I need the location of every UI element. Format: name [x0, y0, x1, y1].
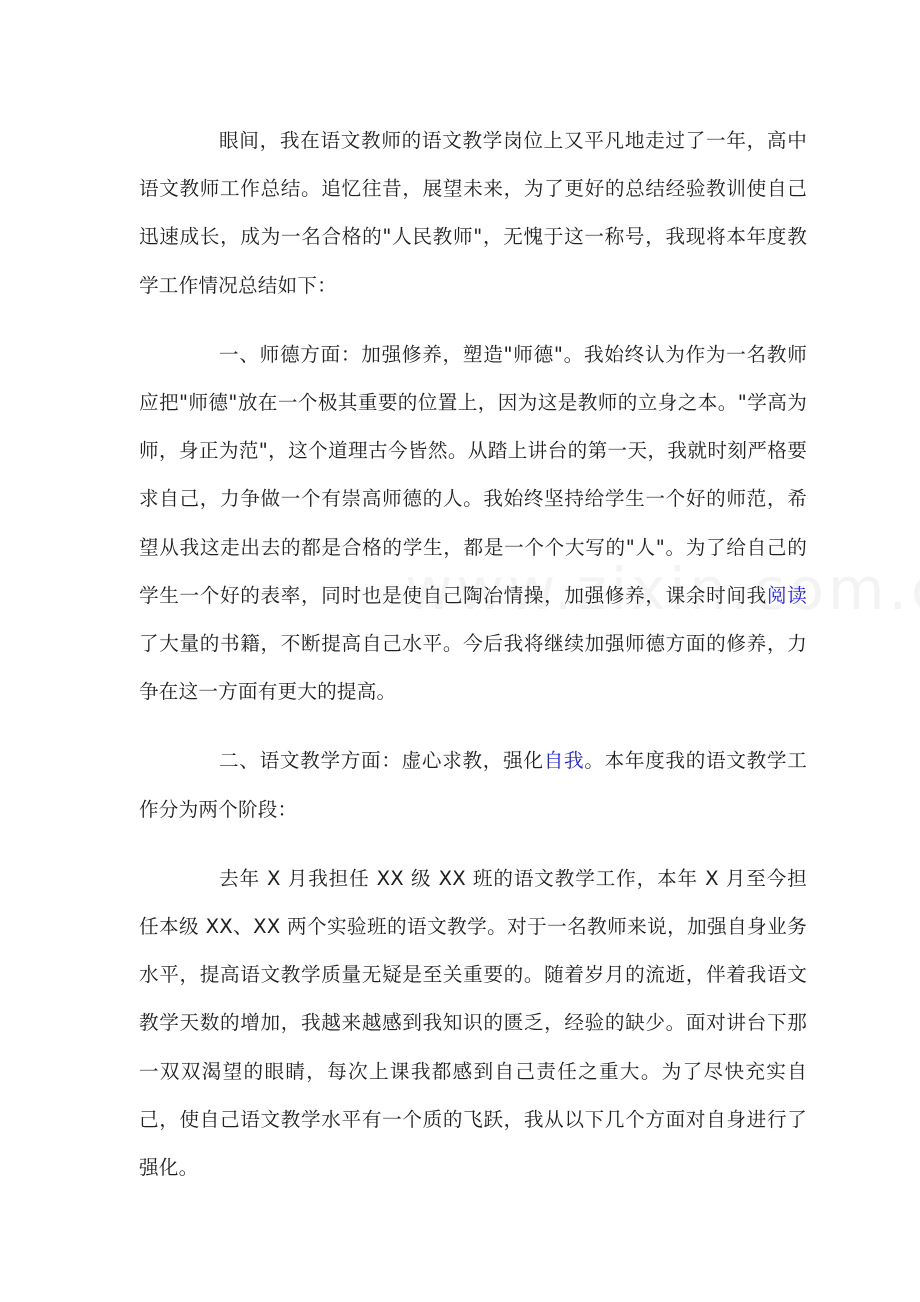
paragraph-experience: 去年 X 月我担任 XX 级 XX 班的语文教学工作，本年 X 月至今担任本级 XX、XX 两个实验班的语文教学。对于一名教师来说，加强自身业务水平，提高语文教学质量无疑是至关重要的。随着岁月的流逝，伴着我语文教学天数的增加，我越来越感到我知识的匮乏，经验的缺少。面对讲台下那一双双渴望的眼睛，每次上课我都感到自己责任之重大。为了尽快充实自己，使自己语文教学水平有一个质的飞跃，我从以下几个方面对自身进行了强化。: [139, 866, 807, 1180]
paragraph-intro: 眼间，我在语文教师的语文教学岗位上又平凡地走过了一年，高中语文教师工作总结。追忆往昔，展望未来，为了更好的总结经验教训使自己迅速成长，成为一名合格的"人民教师"，无愧于这一称号，我现将本年度教学工作情况总结如下：: [139, 129, 807, 297]
document-body: [139, 117, 807, 1213]
paragraph-teaching: [139, 737, 807, 833]
reading-link[interactable]: 阅读: [766, 583, 808, 607]
paragraph-teacher-ethics: [139, 331, 807, 717]
paragraph-text: 了大量的书籍，不断提高自己水平。今后我将继续加强师德方面的修养，力争在这一方面有更大的提高。: [139, 632, 807, 704]
paragraph-text: 一、师德方面：加强修养，塑造"师德"。我始终认为作为一名教师应把"师德"放在一个极其重要的位置上，因为这是教师的立身之本。"学高为师，身正为范"，这个道理古今皆然。从踏上讲台的第一天，我就时刻严格要求自己，力争做一个有崇高师德的人。我始终坚持给学生一个好的师范，希望从我这走出去的都是合格的学生，都是一个个大写的"人"。为了给自己的学生一个好的表率，同时也是使自己陶冶情操，加强修养，课余时间我: [139, 342, 807, 607]
paragraph-text: 。本年度我的语文教学工作分为两个阶段：: [139, 749, 808, 821]
self-link[interactable]: 自我: [543, 749, 585, 773]
paragraph-text: 二、语文教学方面：虚心求教，强化: [219, 749, 544, 773]
